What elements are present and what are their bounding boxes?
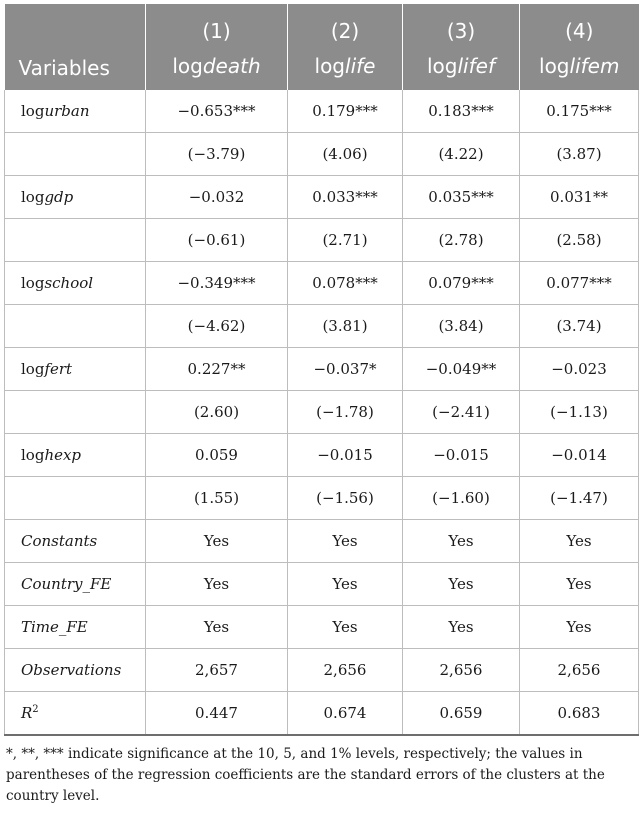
table-cell: (3.74) <box>520 305 639 348</box>
table-cell: (2.78) <box>403 219 520 262</box>
table-cell: −0.023 <box>520 348 639 391</box>
row-label: logurban <box>5 90 146 133</box>
header-col-3 <box>403 4 520 90</box>
table-cell: Yes <box>146 520 288 563</box>
table-cell: −0.015 <box>288 434 403 477</box>
table-cell: (−1.56) <box>288 477 403 520</box>
table-cell: −0.653*** <box>146 90 288 133</box>
table-cell: −0.349*** <box>146 262 288 305</box>
table-cell: 0.078*** <box>288 262 403 305</box>
header-col-1-label: logdeath <box>172 54 261 78</box>
table-cell: (3.81) <box>288 305 403 348</box>
header-variables: Variables <box>5 4 146 90</box>
table-cell: Yes <box>520 563 639 606</box>
table-row <box>5 606 639 649</box>
row-label <box>5 133 146 176</box>
table-cell: (−1.60) <box>403 477 520 520</box>
table-row <box>5 219 639 262</box>
table-cell: Yes <box>288 520 403 563</box>
table-footnote: *, **, *** indicate significance at the 10, 5, and 1% levels, respectively; the values in parentheses of the regression coefficients are the standard errors of the clusters at the country level. <box>6 746 605 804</box>
header-col-4-label: loglifem <box>539 54 620 78</box>
table-cell: Yes <box>288 563 403 606</box>
row-label: logfert <box>5 348 146 391</box>
table-row <box>5 563 639 606</box>
table-cell: 0.033*** <box>288 176 403 219</box>
table-cell: 0.227** <box>146 348 288 391</box>
table-cell: Yes <box>520 606 639 649</box>
regression-table-container <box>4 4 638 807</box>
table-cell: (−1.78) <box>288 391 403 434</box>
table-cell: (−0.61) <box>146 219 288 262</box>
table-row <box>5 477 639 520</box>
table-cell: (−1.13) <box>520 391 639 434</box>
table-cell: 2,656 <box>403 649 520 692</box>
table-cell: −0.014 <box>520 434 639 477</box>
table-cell: −0.037* <box>288 348 403 391</box>
table-cell: 0.079*** <box>403 262 520 305</box>
table-row <box>5 520 639 563</box>
table-row <box>5 90 639 133</box>
row-label: loggdp <box>5 176 146 219</box>
table-cell: (−3.79) <box>146 133 288 176</box>
table-cell: Yes <box>288 606 403 649</box>
table-cell: −0.032 <box>146 176 288 219</box>
table-cell: 0.674 <box>288 692 403 736</box>
table-row <box>5 176 639 219</box>
row-label: Time_FE <box>5 606 146 649</box>
table-row <box>5 692 639 736</box>
table-cell: (2.71) <box>288 219 403 262</box>
table-cell: (−2.41) <box>403 391 520 434</box>
table-cell: (2.58) <box>520 219 639 262</box>
table-cell: 0.659 <box>403 692 520 736</box>
row-label <box>5 391 146 434</box>
table-cell: (1.55) <box>146 477 288 520</box>
table-cell: Yes <box>403 606 520 649</box>
table-row <box>5 348 639 391</box>
header-col-4-number: (4) <box>565 19 594 43</box>
header-col-3-label: loglifef <box>427 54 495 78</box>
header-col-4 <box>520 4 639 90</box>
table-cell: (3.87) <box>520 133 639 176</box>
table-cell: 2,657 <box>146 649 288 692</box>
table-cell: 2,656 <box>520 649 639 692</box>
table-cell: (−4.62) <box>146 305 288 348</box>
table-row <box>5 391 639 434</box>
table-row <box>5 305 639 348</box>
table-cell: 0.683 <box>520 692 639 736</box>
row-label: loghexp <box>5 434 146 477</box>
row-label <box>5 305 146 348</box>
table-cell: 2,656 <box>288 649 403 692</box>
table-cell: Yes <box>520 520 639 563</box>
table-row <box>5 262 639 305</box>
table-row <box>5 133 639 176</box>
table-cell: −0.015 <box>403 434 520 477</box>
header-col-2-number: (2) <box>330 19 360 43</box>
table-cell: 0.183*** <box>403 90 520 133</box>
table-cell: 0.035*** <box>403 176 520 219</box>
table-cell: Yes <box>403 520 520 563</box>
row-label <box>5 477 146 520</box>
row-label: logschool <box>5 262 146 305</box>
table-cell: 0.031** <box>520 176 639 219</box>
table-cell: Yes <box>146 563 288 606</box>
table-cell: (4.06) <box>288 133 403 176</box>
header-col-1 <box>146 4 288 90</box>
row-label: $R^2$ <box>5 692 146 736</box>
table-cell: (4.22) <box>403 133 520 176</box>
row-label: Country_FE <box>5 563 146 606</box>
header-col-1-number: (1) <box>202 19 231 43</box>
table-cell: Yes <box>403 563 520 606</box>
table-row <box>5 649 639 692</box>
table-cell: (3.84) <box>403 305 520 348</box>
header-col-2 <box>288 4 403 90</box>
row-label: Observations <box>5 649 146 692</box>
table-cell: 0.059 <box>146 434 288 477</box>
table-cell: (2.60) <box>146 391 288 434</box>
row-label: Constants <box>5 520 146 563</box>
table-cell: 0.447 <box>146 692 288 736</box>
table-cell: 0.175*** <box>520 90 639 133</box>
table-cell: Yes <box>146 606 288 649</box>
table-row <box>5 434 639 477</box>
table-cell: −0.049** <box>403 348 520 391</box>
row-label <box>5 219 146 262</box>
header-col-2-label: loglife <box>314 54 376 78</box>
table-cell: 0.179*** <box>288 90 403 133</box>
regression-table <box>4 4 639 736</box>
table-cell: 0.077*** <box>520 262 639 305</box>
table-cell: (−1.47) <box>520 477 639 520</box>
header-col-3-number: (3) <box>446 19 476 43</box>
table-header-row <box>5 4 639 90</box>
